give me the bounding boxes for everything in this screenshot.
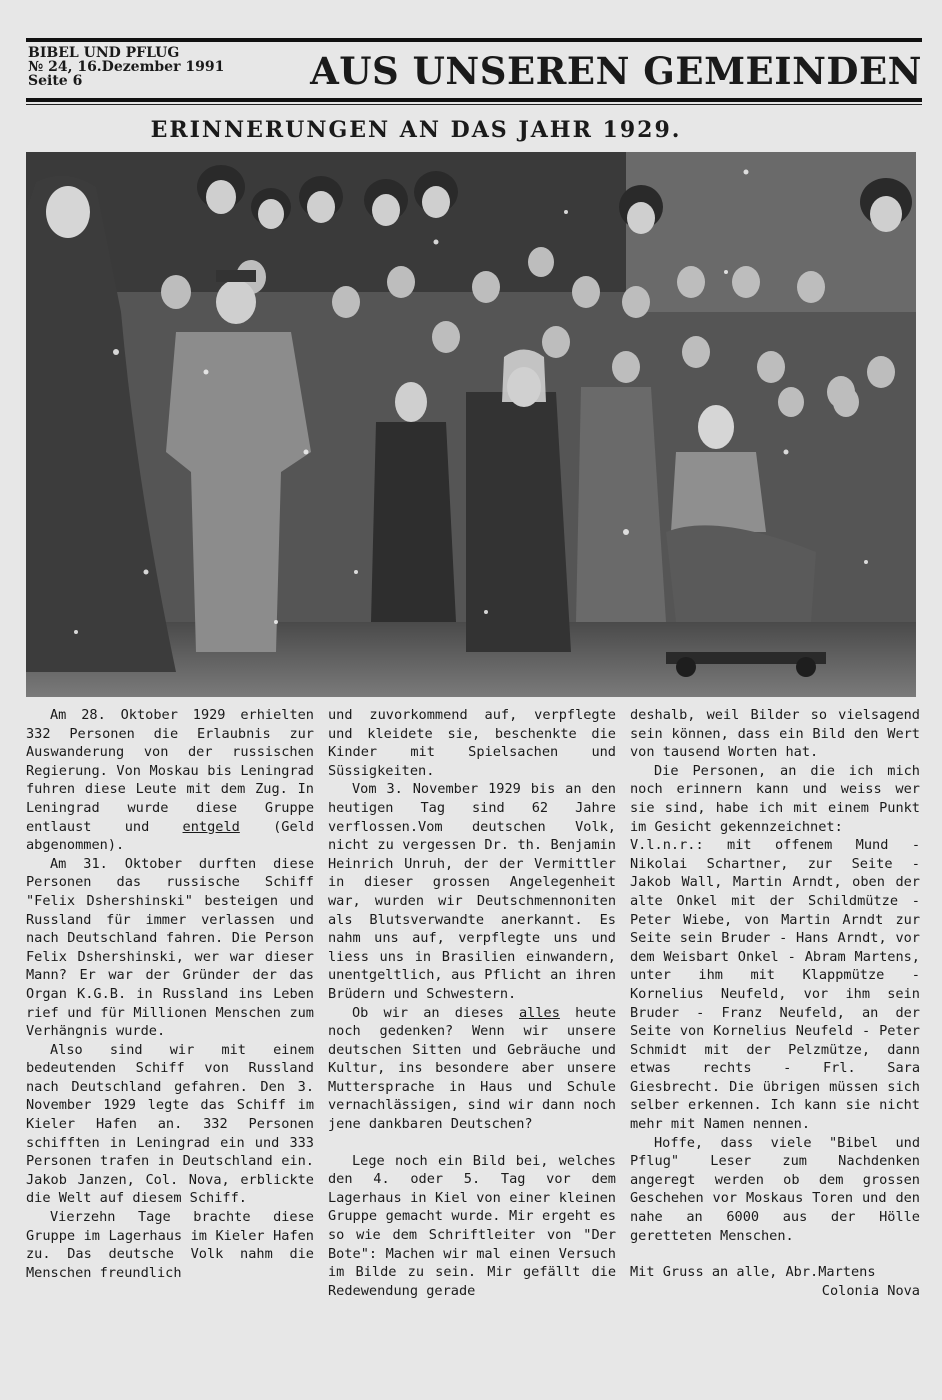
article-column-1: [26, 706, 314, 1396]
section-title: AUS UNSEREN GEMEINDEN: [310, 49, 922, 93]
photograph-illustration: [26, 152, 916, 697]
column-1-paragraph-4: Vierzehn Tage brachte diese Gruppe im Lagerhaus im Kieler Hafen zu. Das deutsche Volk nahm die Menschen freundlich: [26, 1209, 314, 1281]
masthead-top-rule: [26, 38, 922, 42]
column-1-paragraph-2: Am 31. Oktober durften diese Personen das russische Schiff "Felix Dshershinski" besteigen und Russland für immer verlassen und nach Deutschland fahren. Die Person Felix Dshershinski, wer war dieser Mann? Er war der Gründer der das Organ K.G.B. in Russland ins Leben rief und für Millionen Menschen zum Verhängnis wurde.: [26, 855, 314, 1040]
signature-location: Colonia Nova: [821, 1282, 920, 1299]
article-column-2: [328, 706, 616, 1396]
column-3-paragraph-1: deshalb, weil Bilder so vielsagend sein können, dass ein Bild den Wert von tausend Worten hat.: [630, 707, 920, 761]
masthead-bottom-rule: [26, 98, 922, 102]
publication-name: BIBEL UND PFLUG: [28, 45, 180, 61]
column-2-paragraph-3: Ob wir an dieses alles heute noch gedenken? Wenn wir unsere deutschen Sitten und Gebräuche und Kultur, ins besondere aber unsere Muttersprache in Haus und Schule vernachlässigen, sind wir dann noch jene dankbaren Deutschen?: [328, 1004, 616, 1133]
issue-date: № 24, 16.Dezember 1991: [28, 59, 225, 75]
group-photograph: [26, 152, 916, 697]
column-3-paragraph-3: V.l.n.r.: mit offenem Mund - Nikolai Schartner, zur Seite - Jakob Wall, Martin Arndt, oben der alte Onkel mit der Schildmütze - Peter Wiebe, von Martin Arndt zur Seite sein Bruder - Hans Arndt, vor dem Weisbart Onkel - Abram Martens, unter ihm mit Klappmütze - Kornelius Neufeld, vor ihm sein Bruder - Franz Neufeld, an der Seite von Kornelius Neufeld - Peter Schmidt mit der Pelzmütze, dann etwas rechts - Frl. Sara Giesbrecht. Die übrigen müssen sich selber erkennen. Ich kann sie nicht mehr mit Namen nennen.: [630, 837, 920, 1133]
masthead-bottom-thin-rule: [26, 104, 922, 105]
page-number: Seite 6: [28, 73, 83, 89]
column-3-paragraph-4: Hoffe, dass viele "Bibel und Pflug" Leser zum Nachdenken angeregt werden ob dem grossen Geschehen vor Moskaus Toren und den nahe an 6000 aus der Hölle geretteten Menschen.: [630, 1134, 920, 1244]
article-columns: [26, 706, 922, 1396]
article-title: ERINNERUNGEN AN DAS JAHR 1929.: [150, 117, 682, 143]
publication-info: [28, 46, 288, 88]
column-1-paragraph-1: Am 28. Oktober 1929 erhielten 332 Personen die Erlaubnis zur Auswanderung von der russischen Regierung. Von Moskau bis Leningrad fuhren diese Leute mit dem Zug. In Leningrad wurde diese Gruppe entlaust und entgeld (Geld abgenommen).: [26, 707, 314, 854]
underlined-word-alles: alles: [519, 1004, 560, 1021]
underlined-word-entgeld: entgeld: [182, 818, 240, 835]
column-2-paragraph-1: und zuvorkommend auf, verpflegte und kleidete sie, beschenkte die Kinder mit Spielsachen und Süssigkeiten.: [328, 707, 616, 779]
column-3-paragraph-2: Die Personen, an die ich mich noch erinnern kann und weiss wer sie sind, habe ich mit einem Punkt im Gesicht gekennzeichnet:: [630, 762, 920, 835]
column-1-paragraph-3: Also sind wir mit einem bedeutenden Schiff von Russland nach Deutschland gefahren. Den 3. November 1929 legte das Schiff im Kieler Hafen an. 332 Personen schifften in Leningrad ein und 333 Personen trafen in Deutschland ein. Jakob Janzen, Col. Nova, erblickte die Welt auf diesem Schiff.: [26, 1041, 314, 1207]
signature-line: Mit Gruss an alle, Abr.Martens: [630, 1264, 876, 1281]
column-2-paragraph-2: Vom 3. November 1929 bis an den heutigen Tag sind 62 Jahre verflossen.Vom deutschen Volk, nicht zu vergessen Dr. th. Benjamin Heinrich Unruh, der der Vermittler in dieser grossen Angelegenheit war, wurden wir Deutschmennoniten als Blutsverwandte anerkannt. Es nahm uns auf, verpflegte uns und liess uns in Brasilien einwandern, unentgeltlich, aus Pflicht an ihren Brüdern und Schwestern.: [328, 781, 616, 1002]
article-column-3: [630, 706, 920, 1396]
column-2-paragraph-4: Lege noch ein Bild bei, welches den 4. oder 5. Tag vor dem Lagerhaus in Kiel von einer kleinen Gruppe gemacht wurde. Mir ergeht es so wie dem Schriftleiter von "Der Bote": Machen wir mal einen Versuch im Bilde zu sein. Mir gefällt die Redewendung gerade: [328, 1152, 616, 1299]
